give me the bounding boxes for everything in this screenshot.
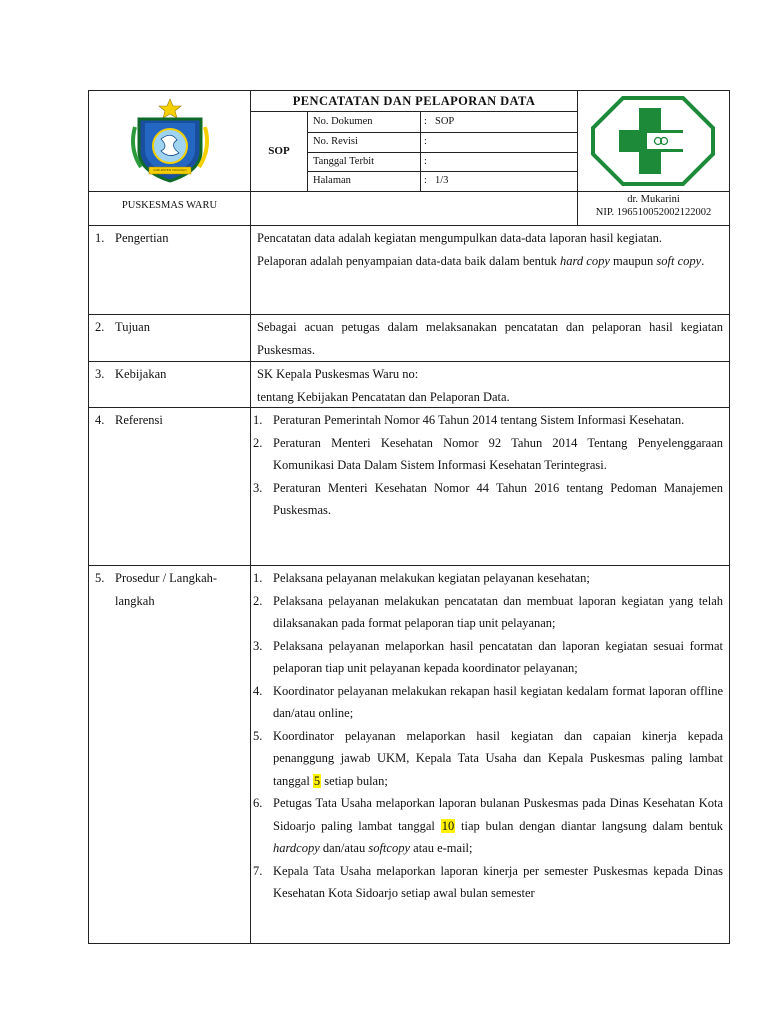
section-label: Referensi — [115, 413, 163, 427]
list-item: 2. Peraturan Menteri Kesehatan Nomor 92 Tahun 2014 Tentang Penyelenggaraan Komunikasi Data Dalam Sistem Informasi Kesehatan Terintegrasi. — [253, 435, 723, 472]
pengertian-text-1: Pencatatan data adalah kegiatan mengumpulkan data-data laporan hasil kegiatan. — [257, 231, 663, 245]
highlighted-value: 5 — [313, 773, 321, 788]
list-item: 6. Petugas Tata Usaha melaporkan laporan bulanan Puskesmas pada Dinas Kesehatan Kota Sidoarjo paling lambat tanggal 10 tiap bulan dengan diantar langsung dalam bentuk hardcopy dan/atau softcopy atau e-mail; — [253, 796, 723, 855]
kebijakan-line-1: SK Kepala Puskesmas Waru no: — [257, 367, 419, 381]
list-item: 5. Koordinator pelayanan melaporkan hasil kegiatan dan capaian kinerja kepada penanggung jawab UKM, Kepala Tata Usaha dan Kepala Puskesmas paling lambat tanggal 5 setiap bulan; — [253, 728, 723, 788]
pengertian-text-2: Pelaporan adalah penyampaian data-data baik dalam bentuk hard copy maupun soft copy. — [257, 253, 705, 268]
meta-row-halaman: Halaman : 1/3 — [308, 171, 577, 190]
puskesmas-logo-icon — [589, 96, 717, 186]
signer-name: dr. Mukarini — [627, 194, 680, 205]
meta-row-tanggal-terbit: Tanggal Terbit : — [308, 152, 577, 171]
signer-nip: NIP. 196510052002122002 — [595, 207, 712, 218]
section-prosedur: 5. Prosedur / Langkah-langkah 1. Pelaksana pelayanan melakukan kegiatan pelayanan kesehatan; 2. Pelaksana pelayanan melakukan pencatatan dan membuat laporan kegiatan yang telah dilaksanakan pada format pelaporan tiap unit pelayanan; 3. Pelaksana pelayanan melaporkan hasil pencatatan dan laporan kegiatan sesuai format pelaporan tiap unit pelayanan kepada koordinator pelayanan; 4. Koordinator pelayanan melakukan rekapan hasil kegiatan kedalam format laporan offline dan/atau online; 5. Koordinator pelayanan melaporkan hasil kegiatan dan capaian kinerja kepada penanggung jawab UKM, Kepala Tata Usaha dan Kepala Puskesmas paling lambat tanggal 5 setiap bulan; 6. Petugas Tata Usaha melaporkan laporan bulanan Puskesmas pada Dinas Kesehatan Kota Sidoarjo paling lambat tanggal 10 tiap bulan dengan diantar langsung dalam bentuk hardcopy dan/atau softcopy atau e-mail; 7. Kepala Tata Usaha melaporkan laporan kinerja per semester Puskesmas kepada Dinas Kesehatan Kota Sidoarjo setiap awal bulan semester — [89, 566, 729, 944]
list-item: 3. Pelaksana pelayanan melaporkan hasil pencatatan dan laporan kegiatan sesuai format pelaporan tiap unit pelayanan kepada koordinator pelayanan; — [253, 638, 723, 675]
list-item: 3. Peraturan Menteri Kesehatan Nomor 44 Tahun 2016 tentang Pedoman Manajemen Puskesmas. — [253, 480, 723, 517]
emblem-logo-text: KABUPATEN SIDOARJO — [153, 168, 187, 172]
meta-key: No. Dokumen — [313, 116, 373, 127]
document-header — [89, 91, 729, 225]
section-kebijakan: 3. Kebijakan SK Kepala Puskesmas Waru no: tentang Kebijakan Pencatatan dan Pelaporan Data. — [89, 362, 729, 407]
section-label: Prosedur / Langkah-langkah — [115, 571, 218, 608]
meta-key: Tanggal Terbit — [313, 156, 375, 167]
list-item: 2. Pelaksana pelayanan melakukan pencatatan dan membuat laporan kegiatan yang telah dilaksanakan pada format pelaporan tiap unit pelayanan; — [253, 593, 723, 630]
section-label: Pengertian — [115, 231, 169, 245]
list-item: 1. Pelaksana pelayanan melakukan kegiatan pelayanan kesehatan; — [253, 571, 590, 585]
kebijakan-line-2: tentang Kebijakan Pencatatan dan Pelaporan Data. — [257, 389, 510, 404]
section-tujuan: 2. Tujuan Sebagai acuan petugas dalam melaksanakan pencatatan dan pelaporan hasil kegiatan Puskesmas. — [89, 315, 729, 361]
section-referensi: 4. Referensi 1. Peraturan Pemerintah Nomor 46 Tahun 2014 tentang Sistem Informasi Kesehatan. 2. Peraturan Menteri Kesehatan Nomor 92 Tahun 2014 Tentang Penyelenggaraan Komunikasi Data Dalam Sistem Informasi Kesehatan Terintegrasi. 3. Peraturan Menteri Kesehatan Nomor 44 Tahun 2016 tentang Pedoman Manajemen Puskesmas. — [89, 408, 729, 565]
meta-value: SOP — [435, 116, 455, 127]
meta-key: Halaman — [313, 175, 351, 186]
list-item: 1. Peraturan Pemerintah Nomor 46 Tahun 2014 tentang Sistem Informasi Kesehatan. — [253, 413, 685, 427]
tujuan-text: Sebagai acuan petugas dalam melaksanakan pencatatan dan pelaporan hasil kegiatan Puskesmas. — [257, 320, 723, 357]
signer-block — [578, 192, 729, 225]
meta-row-no-dokumen: No. Dokumen : SOP — [308, 112, 577, 131]
meta-row-no-revisi: No. Revisi : — [308, 132, 577, 151]
section-label: Kebijakan — [115, 367, 167, 381]
sop-label: SOP — [268, 145, 290, 157]
puskesmas-name: PUSKESMAS WARU — [121, 200, 218, 211]
document-title: PENCATATAN DAN PELAPORAN DATA — [292, 94, 536, 108]
regional-emblem-cell — [89, 91, 250, 191]
section-label: Tujuan — [115, 320, 150, 334]
list-item: 4. Koordinator pelayanan melakukan rekapan hasil kegiatan kedalam format laporan offline dan/atau online; — [253, 683, 723, 720]
meta-value: 1/3 — [435, 175, 449, 186]
meta-key: No. Revisi — [313, 136, 358, 147]
sop-document — [88, 90, 730, 944]
list-item: 7. Kepala Tata Usaha melaporkan laporan kinerja per semester Puskesmas kepada Dinas Kesehatan Kota Sidoarjo setiap awal bulan semester — [253, 863, 723, 900]
highlighted-value: 10 — [441, 818, 455, 833]
section-pengertian: 1. Pengertian Pencatatan data adalah kegiatan mengumpulkan data-data laporan hasil kegiatan. Pelaporan adalah penyampaian data-data baik dalam bentuk hard copy maupun soft copy. — [89, 226, 729, 314]
